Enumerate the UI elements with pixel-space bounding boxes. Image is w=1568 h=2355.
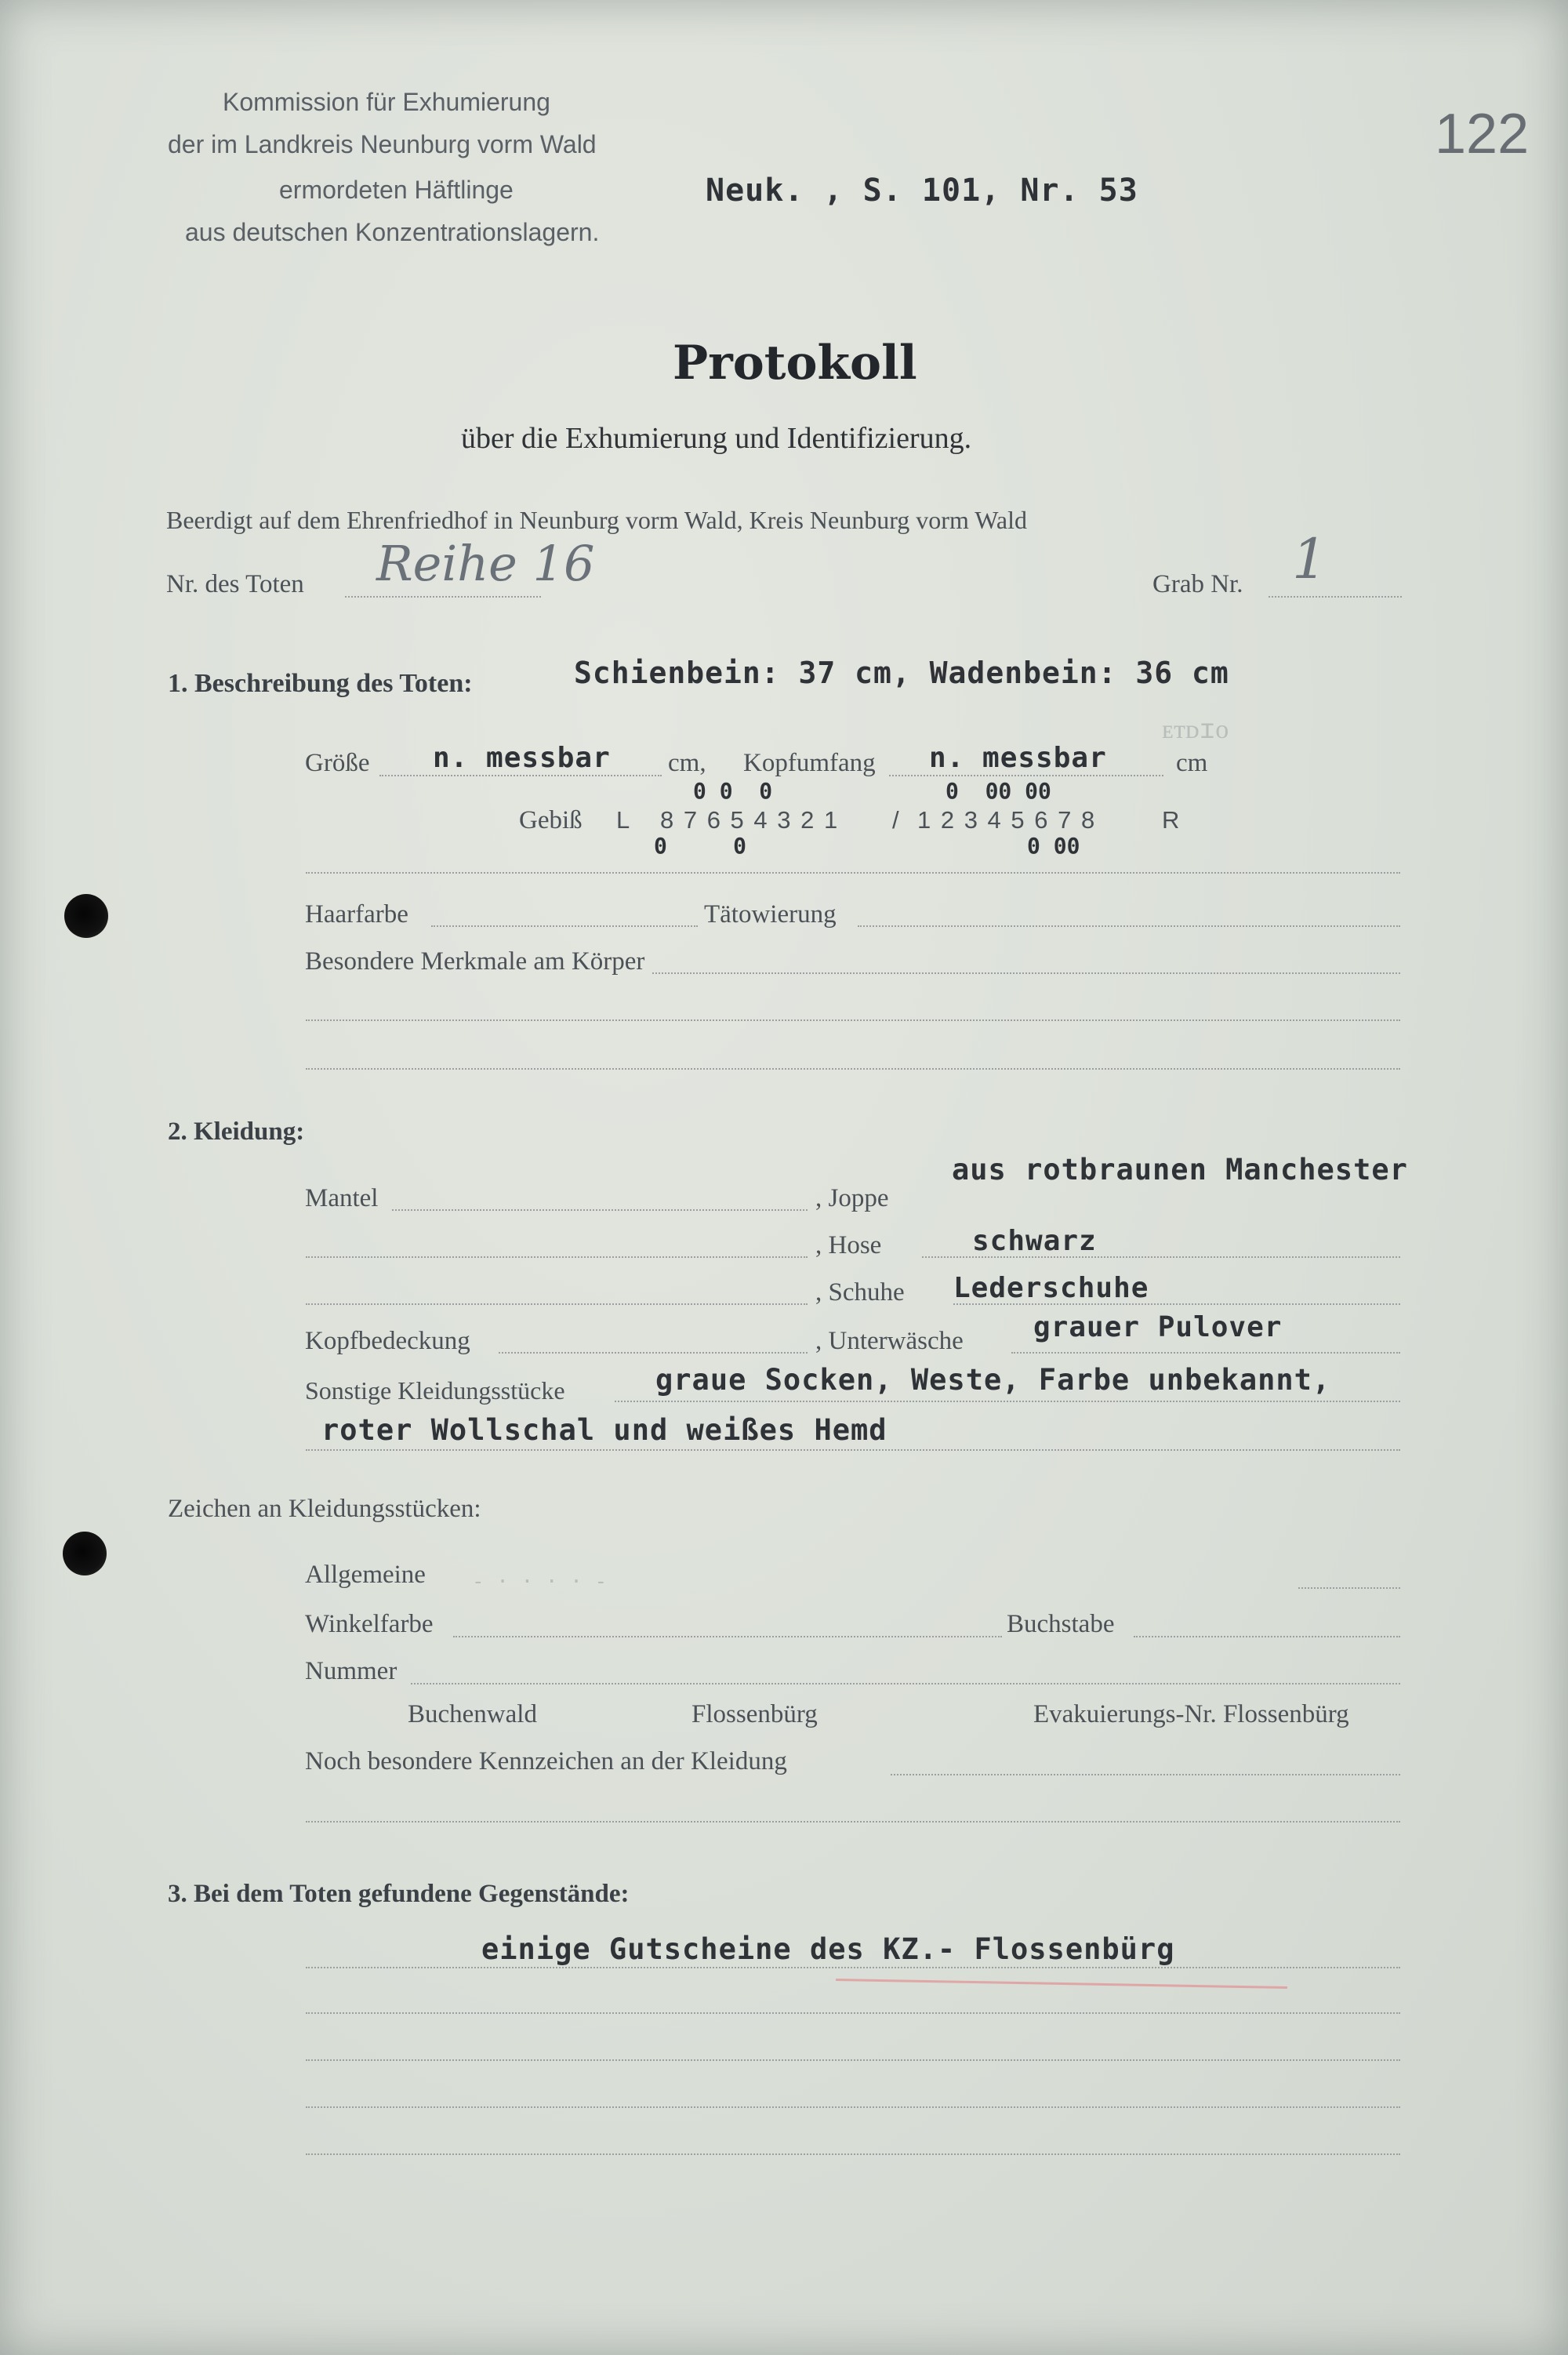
bleed-through-marks: - · · · · - (472, 1570, 608, 1594)
general-label: Allgemeine (305, 1561, 426, 1589)
hose-value: schwarz (972, 1225, 1097, 1257)
punch-hole-bottom (63, 1532, 107, 1575)
joppe-label: , Joppe (815, 1184, 889, 1212)
letter-line (1134, 1636, 1400, 1637)
winkel-color-line (453, 1636, 1002, 1637)
punch-hole-top (64, 894, 108, 938)
evacuation-number-label: Evakuierungs-Nr. Flossenbürg (1033, 1700, 1349, 1728)
mantel-line (392, 1209, 808, 1211)
buchenwald-label: Buchenwald (408, 1700, 537, 1728)
teeth-marks-bottom-right: 0 00 (1027, 833, 1080, 859)
grave-number-line (1269, 596, 1402, 598)
headwear-line (499, 1352, 808, 1354)
teeth-right-row: 1 2 3 4 5 6 7 8 (917, 806, 1097, 834)
schuhe-line (953, 1303, 1400, 1305)
other-clothing-value-1: graue Socken, Weste, Farbe unbekannt, (655, 1363, 1331, 1397)
other-signs-label: Noch besondere Kennzeichen an der Kleidung (305, 1747, 787, 1775)
section1-heading: 1. Beschreibung des Toten: (168, 669, 473, 698)
schuhe-value: Lederschuhe (953, 1272, 1149, 1304)
reference-number: Neuk. , S. 101, Nr. 53 (706, 173, 1138, 209)
special-features-label: Besondere Merkmale am Körper (305, 947, 645, 976)
burial-line: Beerdigt auf dem Ehrenfriedhof in Neunburg vorm Wald, Kreis Neunburg vorm Wald (166, 506, 1027, 534)
found-items-line-5 (306, 2153, 1400, 2155)
section3-heading: 3. Bei dem Toten gefundene Gegenstände: (168, 1880, 630, 1908)
found-items-value: einige Gutscheine des KZ.- Flossenbürg (481, 1932, 1175, 1966)
commission-line-3: ermordeten Häftlinge (279, 176, 514, 204)
head-circumference-label: Kopfumfang (743, 749, 876, 777)
height-line (379, 775, 662, 776)
teeth-bottom-line (306, 872, 1400, 874)
teeth-marks-top-left: 0 0 0 (693, 778, 773, 804)
commission-line-1: Kommission für Exhumierung (223, 88, 550, 116)
teeth-R: R (1162, 806, 1181, 834)
joppe-value: aus rotbraunen Manchester (952, 1153, 1408, 1187)
grave-number-label: Grab Nr. (1152, 570, 1243, 598)
teeth-label: Gebiß (519, 806, 583, 834)
teeth-separator: / (892, 806, 901, 834)
cm-label-1: cm, (668, 749, 706, 777)
hair-color-label: Haarfarbe (305, 900, 408, 929)
found-items-line-1 (306, 1967, 1400, 1968)
page-number: 122 (1435, 103, 1530, 165)
found-items-line-2 (306, 2012, 1400, 2014)
section2-heading: 2. Kleidung: (168, 1118, 305, 1146)
found-items-line-3 (306, 2059, 1400, 2061)
mantel-line-2 (306, 1256, 808, 1258)
cm-label-2: cm (1176, 749, 1208, 777)
height-value: n. messbar (433, 742, 611, 774)
red-underline (836, 1979, 1287, 1989)
mantel-label: Mantel (305, 1184, 379, 1212)
mantel-line-3 (306, 1303, 808, 1305)
dead-number-label: Nr. des Toten (166, 570, 304, 598)
schuhe-label: , Schuhe (815, 1278, 905, 1307)
other-signs-line-2 (306, 1821, 1400, 1823)
other-signs-line (891, 1774, 1400, 1775)
hose-label: , Hose (815, 1231, 882, 1259)
grave-number-value: 1 (1292, 527, 1327, 591)
hair-color-line (431, 925, 698, 927)
tattoo-line (858, 925, 1400, 927)
head-line (889, 775, 1163, 776)
commission-line-4: aus deutschen Konzentrationslagern. (185, 218, 600, 246)
head-circumference-value: n. messbar (929, 742, 1107, 774)
teeth-L: L (616, 806, 632, 834)
headwear-label: Kopfbedeckung (305, 1327, 470, 1355)
teeth-marks-bottom-left: 0 0 (654, 833, 747, 859)
features-line-3 (306, 1068, 1400, 1070)
letter-label: Buchstabe (1007, 1610, 1115, 1638)
other-clothing-value-2: roter Wollschal und weißes Hemd (321, 1413, 887, 1447)
flossenbuerg-label: Flossenbürg (691, 1700, 818, 1728)
underwear-label: , Unterwäsche (815, 1327, 964, 1355)
other-clothing-line (615, 1401, 1400, 1402)
other-clothing-label: Sonstige Kleidungsstücke (305, 1376, 565, 1405)
height-label: Größe (305, 749, 370, 777)
found-items-line-4 (306, 2106, 1400, 2108)
teeth-marks-top-right: 0 00 00 (946, 778, 1051, 804)
underwear-line (1011, 1352, 1400, 1354)
dead-number-value: Reihe 16 (376, 535, 595, 592)
dead-number-line (345, 596, 541, 598)
bleed-through-text: ᴇᴛᴅɪᴏ (1162, 714, 1229, 745)
special-features-line (652, 972, 1400, 974)
number-line (411, 1683, 1400, 1684)
document-subtitle: über die Exhumierung und Identifizierung. (461, 422, 972, 455)
teeth-left-row: 8 7 6 5 4 3 2 1 (660, 806, 840, 834)
number-label: Nummer (305, 1657, 397, 1685)
hose-line (922, 1256, 1400, 1258)
features-line-2 (306, 1019, 1400, 1021)
clothing-signs-heading: Zeichen an Kleidungsstücken: (168, 1495, 481, 1523)
general-line (1298, 1587, 1400, 1589)
underwear-value: grauer Pulover (1033, 1311, 1283, 1343)
winkel-color-label: Winkelfarbe (305, 1610, 434, 1638)
document-title: Protokoll (673, 336, 917, 391)
section1-description: Schienbein: 37 cm, Wadenbein: 36 cm (574, 656, 1229, 690)
other-clothing-line-2 (306, 1449, 1400, 1451)
commission-line-2: der im Landkreis Neunburg vorm Wald (168, 130, 597, 158)
tattoo-label: Tätowierung (704, 900, 837, 929)
